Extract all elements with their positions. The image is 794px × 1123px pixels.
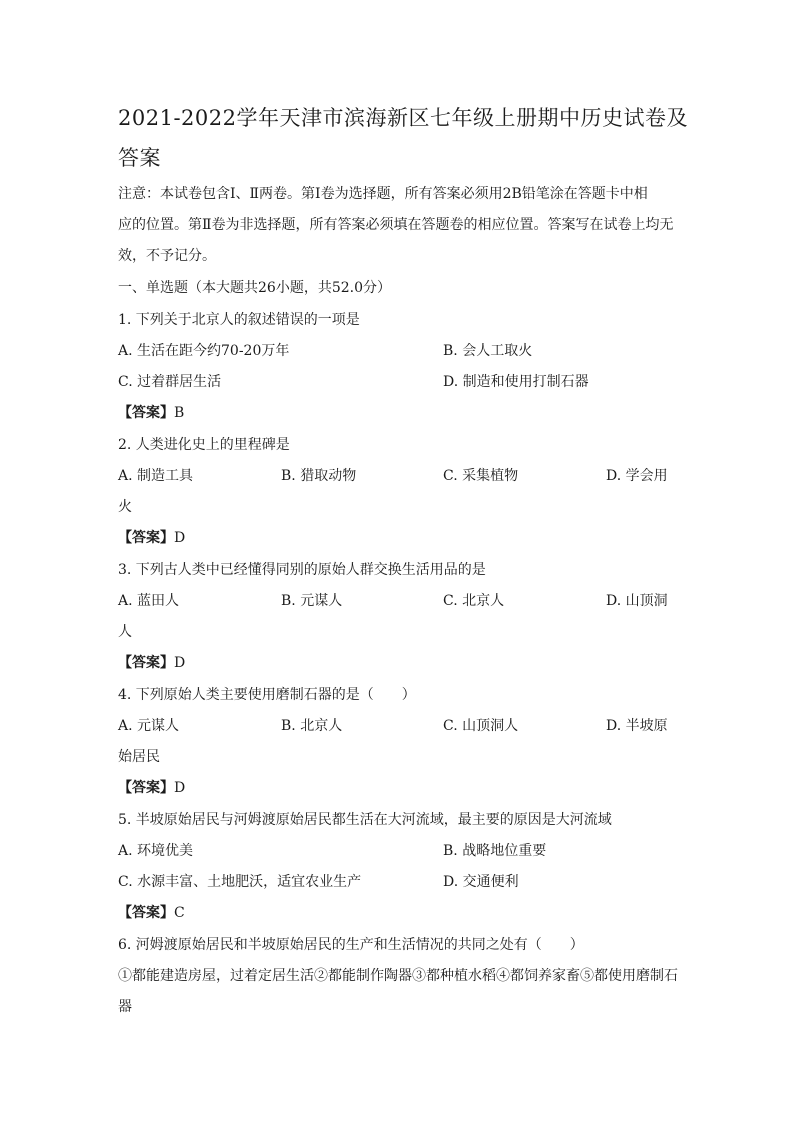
question-2-option-c: C. 采集植物 [443, 468, 519, 484]
question-1-option-a: A. 生活在距今约70-20万年 [118, 343, 290, 359]
question-5-answer [118, 903, 185, 923]
answer-value: D [174, 530, 186, 546]
notice-line-1: 注意：本试卷包含Ⅰ、Ⅱ两卷。第Ⅰ卷为选择题，所有答案必须用2B铅笔涂在答题卡中相 [118, 186, 648, 202]
notice-line-3: 效，不予记分。 [118, 248, 216, 264]
question-3-stem: 3. 下列古人类中已经懂得同别的原始人群交换生活用品的是 [118, 562, 486, 578]
question-1-stem: 1. 下列关于北京人的叙述错误的一项是 [118, 312, 360, 328]
question-4-option-wrap: 始居民 [118, 749, 160, 765]
question-3-option-a: A. 蓝田人 [118, 593, 180, 609]
question-1-answer [118, 403, 184, 423]
answer-label: 【答案】 [118, 655, 174, 671]
question-4-option-a: A. 元谋人 [118, 718, 180, 734]
exam-title [118, 98, 698, 178]
question-2-option-wrap: 火 [118, 499, 132, 515]
question-3-option-c: C. 北京人 [443, 593, 505, 609]
answer-value: B [174, 405, 185, 421]
question-6-items-wrap: 器 [118, 999, 132, 1015]
question-4-option-d: D. 半坡原 [606, 718, 668, 734]
question-3-option-b: B. 元谋人 [281, 593, 343, 609]
answer-value: D [174, 655, 186, 671]
answer-value: D [174, 780, 186, 796]
question-2-answer [118, 528, 185, 548]
question-4-option-b: B. 北京人 [281, 718, 343, 734]
question-1-option-c: C. 过着群居生活 [118, 374, 222, 390]
question-5-option-c: C. 水源丰富、土地肥沃，适宜农业生产 [118, 874, 362, 890]
title-line-2: 答案 [118, 146, 161, 170]
notice-line-2: 应的位置。第Ⅱ卷为非选择题，所有答案必须填在答题卷的相应位置。答案写在试卷上均无 [118, 217, 674, 233]
question-6-stem: 6. 河姆渡原始居民和半坡原始居民的生产和生活情况的共同之处有（ ） [118, 937, 584, 953]
title-line-1: 2021-2022学年天津市滨海新区七年级上册期中历史试卷及 [118, 106, 688, 130]
question-1-option-d: D. 制造和使用打制石器 [443, 374, 589, 390]
question-1-option-b: B. 会人工取火 [443, 343, 533, 359]
question-3-option-d: D. 山顶洞 [606, 593, 668, 609]
answer-value: C [174, 905, 185, 921]
question-5-stem: 5. 半坡原始居民与河姆渡原始居民都生活在大河流域，最主要的原因是大河流域 [118, 812, 612, 828]
question-2-stem: 2. 人类进化史上的里程碑是 [118, 437, 290, 453]
question-5-option-d: D. 交通便利 [443, 874, 519, 890]
answer-label: 【答案】 [118, 905, 174, 921]
question-3-answer [118, 653, 185, 673]
answer-label: 【答案】 [118, 780, 174, 796]
question-2-option-a: A. 制造工具 [118, 468, 194, 484]
question-5-option-b: B. 战略地位重要 [443, 843, 547, 859]
question-4-option-c: C. 山顶洞人 [443, 718, 519, 734]
answer-label: 【答案】 [118, 405, 174, 421]
question-5-option-a: A. 环境优美 [118, 843, 194, 859]
question-6-items: ①都能建造房屋，过着定居生活②都能制作陶器③都种植水稻④都饲养家畜⑤都使用磨制石 [118, 968, 678, 984]
question-2-option-d: D. 学会用 [606, 468, 668, 484]
question-2-option-b: B. 猎取动物 [281, 468, 357, 484]
question-4-stem: 4. 下列原始人类主要使用磨制石器的是（ ） [118, 687, 416, 703]
answer-label: 【答案】 [118, 530, 174, 546]
question-3-option-wrap: 人 [118, 624, 132, 640]
question-4-answer [118, 778, 185, 798]
section-heading: 一、单选题（本大题共26小题，共52.0分） [118, 280, 391, 296]
